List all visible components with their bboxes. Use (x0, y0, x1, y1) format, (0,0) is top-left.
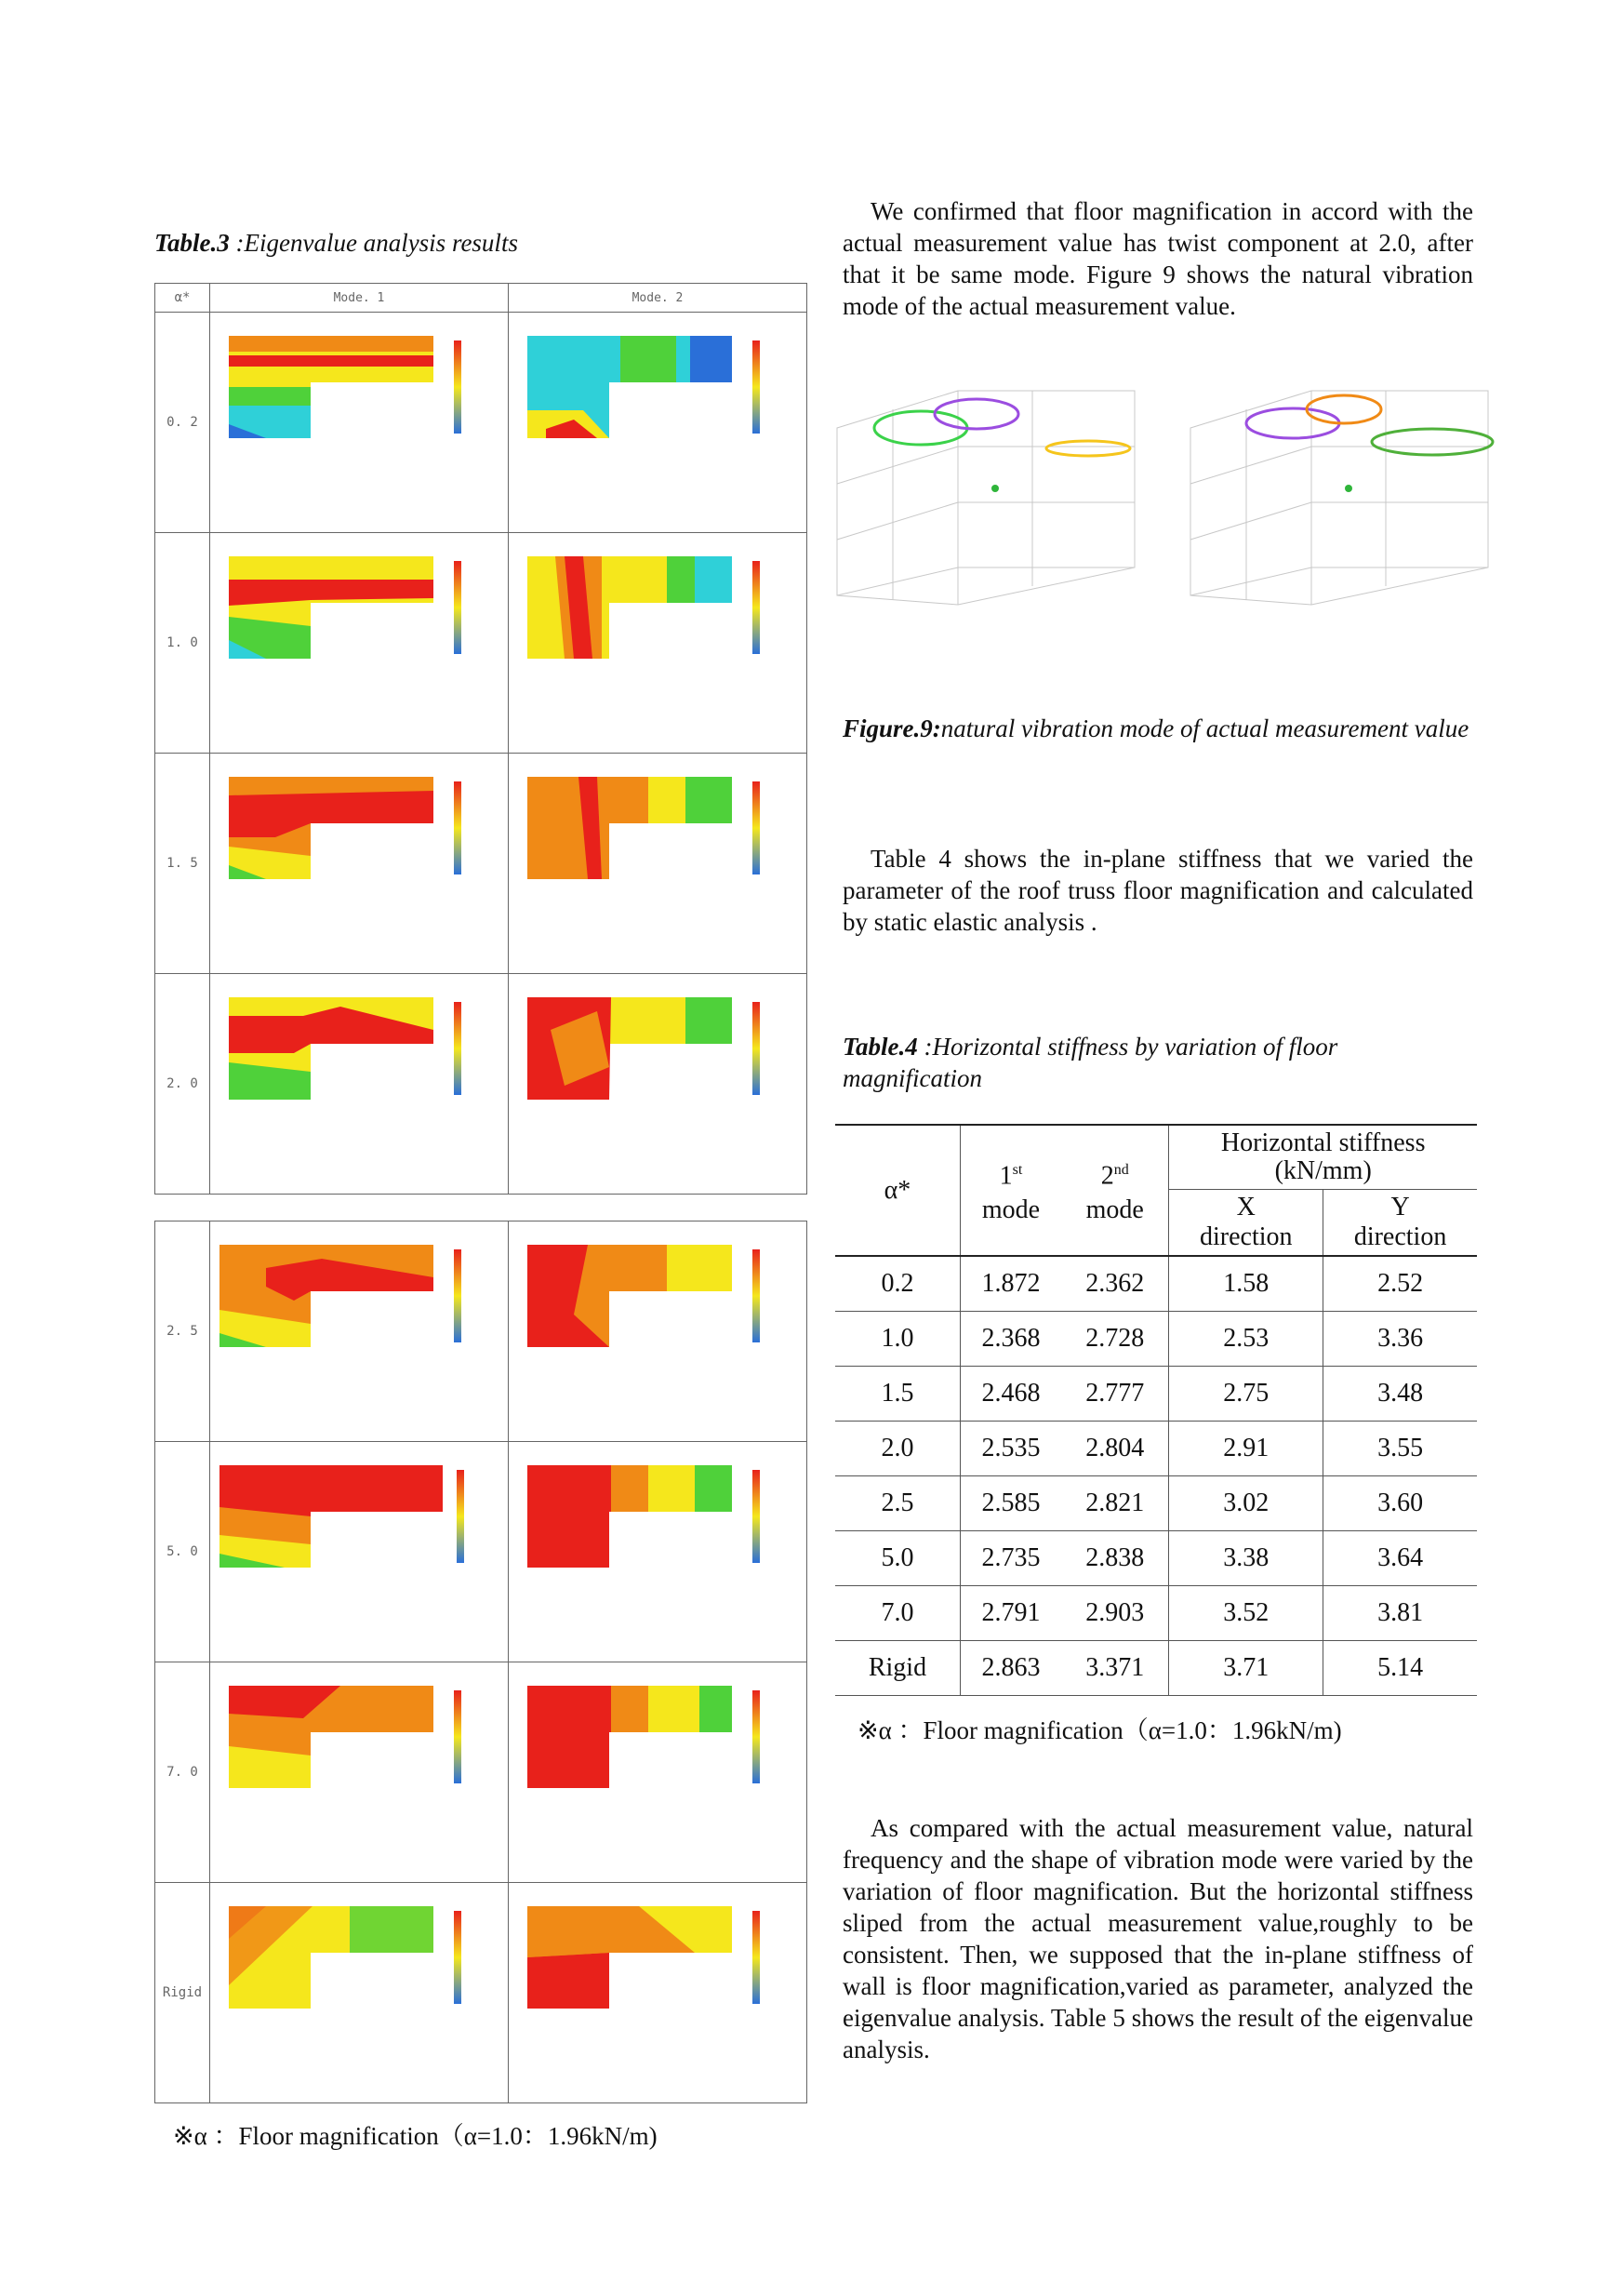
mode-shape-plot (210, 754, 509, 974)
mode-shape-plot (210, 1662, 509, 1883)
table-cell: 2.468 (960, 1367, 1061, 1422)
table3-top (154, 283, 807, 1195)
mode-shape-plot (509, 1221, 807, 1442)
paragraph-2-text: Table 4 shows the in-plane stiffness that we varied the parameter of the roof truss floor magnification and calculated by static elastic analysis . (843, 845, 1473, 936)
table-row (835, 1641, 1477, 1696)
table-cell: 2.903 (1061, 1586, 1169, 1641)
stiffness-unit: (kN/mm) (1274, 1156, 1372, 1185)
table-cell: 2.728 (1061, 1312, 1169, 1367)
table-cell: 3.02 (1169, 1476, 1323, 1531)
figure9-caption (843, 713, 1473, 744)
mode-shape-plot (509, 1442, 807, 1662)
table-cell: 3.48 (1323, 1367, 1477, 1422)
table3-header-mode1: Mode. 1 (210, 284, 509, 313)
y-label: Y (1390, 1193, 1410, 1221)
table4-header-stiffness (1169, 1125, 1477, 1190)
mode-shape-plot (210, 1883, 509, 2103)
table-row (835, 1586, 1477, 1641)
table-cell: 2.804 (1061, 1422, 1169, 1476)
table-cell: 2.838 (1061, 1531, 1169, 1586)
table4-caption (843, 1031, 1447, 1094)
table3-row-label: 7. 0 (155, 1662, 210, 1883)
table3-caption-label: Table.3 (154, 229, 230, 257)
paragraph-2 (843, 843, 1473, 938)
table-cell: 2.791 (960, 1586, 1061, 1641)
table-row (835, 1422, 1477, 1476)
table-cell: 2.368 (960, 1312, 1061, 1367)
table-cell: 3.55 (1323, 1422, 1477, 1476)
table3-row-label: Rigid (155, 1883, 210, 2103)
table4-header-y (1323, 1190, 1477, 1257)
mode-shape-plot (210, 313, 509, 533)
paragraph-3 (843, 1812, 1473, 2065)
table3-row-label: 5. 0 (155, 1442, 210, 1662)
table-cell: 2.362 (1061, 1256, 1169, 1312)
table-cell: 0.2 (835, 1256, 960, 1312)
table-row (835, 1312, 1477, 1367)
table-row (835, 1367, 1477, 1422)
table3-bottom (154, 1221, 807, 2103)
mode2-num: 2 (1100, 1161, 1114, 1191)
table4-header-mode2 (1061, 1125, 1169, 1256)
table4-caption-label: Table.4 (843, 1033, 918, 1061)
table3-row-label: 1. 0 (155, 533, 210, 754)
table-row (835, 1256, 1477, 1312)
table3-row-label: 2. 5 (155, 1221, 210, 1442)
table-cell: 2.863 (960, 1641, 1061, 1696)
mode1-sup: st (1012, 1162, 1023, 1179)
table3-row-label: 0. 2 (155, 313, 210, 533)
table-row (835, 1476, 1477, 1531)
table-cell: 2.585 (960, 1476, 1061, 1531)
table3-header-alpha: α* (155, 284, 210, 313)
mode2-word: mode (1085, 1195, 1144, 1224)
table4-caption-text: :Horizontal stiffness by variation of floor magnification (843, 1033, 1338, 1092)
mode1-num: 1 (999, 1161, 1013, 1191)
table3-caption (154, 227, 518, 259)
table-cell: 5.14 (1323, 1641, 1477, 1696)
mode-shape-plot (509, 1662, 807, 1883)
paragraph-1-text: We confirmed that floor magnification in accord with the actual measurement value has twist component at 2.0, after that it be same mode. Figure 9 shows the natural vibration mode of the actual measurement value. (843, 197, 1473, 320)
table-cell: 3.38 (1169, 1531, 1323, 1586)
table4-header-alpha: α* (835, 1125, 960, 1256)
table-cell: 2.821 (1061, 1476, 1169, 1531)
table-cell: 3.81 (1323, 1586, 1477, 1641)
mode-shape-plot (509, 1883, 807, 2103)
table3-row-label: 2. 0 (155, 974, 210, 1195)
paragraph-3-text: As compared with the actual measurement value, natural frequency and the shape of vibration mode were varied by the variation of floor magnification. But the horizontal stiffness sliped from the actual measurement value,roughly to be consistent. Then, we supposed that the in-plane stiffness of wall is floor magnification,varied as parameter, analyzed the eigenvalue analysis. Table 5 shows the result of the eigenvalue analysis. (843, 1814, 1473, 2063)
table-cell: 3.36 (1323, 1312, 1477, 1367)
mode-shape-plot (509, 974, 807, 1195)
stiffness-label: Horizontal stiffness (1220, 1128, 1426, 1157)
table3-row-label: 1. 5 (155, 754, 210, 974)
table-cell: 2.535 (960, 1422, 1061, 1476)
table4-note: ※α ：Floor magnification（α=1.0：1.96kN/m) (858, 1716, 1342, 1744)
table-cell: Rigid (835, 1641, 960, 1696)
x-direction: direction (1200, 1222, 1293, 1251)
figure9-caption-label: Figure.9: (843, 714, 941, 742)
table-cell: 3.371 (1061, 1641, 1169, 1696)
mode-shape-plot (210, 1221, 509, 1442)
table-cell: 7.0 (835, 1586, 960, 1641)
table-cell: 2.53 (1169, 1312, 1323, 1367)
table-cell: 5.0 (835, 1531, 960, 1586)
table-cell: 2.777 (1061, 1367, 1169, 1422)
table4 (835, 1124, 1477, 1696)
table-cell: 3.71 (1169, 1641, 1323, 1696)
table-cell: 3.64 (1323, 1531, 1477, 1586)
table-cell: 1.0 (835, 1312, 960, 1367)
table-row (835, 1531, 1477, 1586)
table-cell: 2.91 (1169, 1422, 1323, 1476)
mode-shape-plot (210, 1442, 509, 1662)
table-cell: 2.0 (835, 1422, 960, 1476)
mode-shape-plot (509, 313, 807, 533)
mode-shape-plot (509, 754, 807, 974)
table4-header-x (1169, 1190, 1323, 1257)
table-cell: 1.58 (1169, 1256, 1323, 1312)
mode1-word: mode (981, 1195, 1041, 1224)
paragraph-1 (843, 195, 1473, 322)
table3-note: ※α ：Floor magnification（α=1.0：1.96kN/m) (173, 2122, 658, 2150)
figure9-caption-text: natural vibration mode of actual measurement value (940, 714, 1469, 742)
table3-header-mode2: Mode. 2 (509, 284, 807, 313)
table-cell: 3.52 (1169, 1586, 1323, 1641)
mode-shape-plot (210, 533, 509, 754)
table-cell: 1.5 (835, 1367, 960, 1422)
table-cell: 3.60 (1323, 1476, 1477, 1531)
y-direction: direction (1353, 1222, 1447, 1251)
table-cell: 2.735 (960, 1531, 1061, 1586)
table-cell: 2.75 (1169, 1367, 1323, 1422)
mode-shape-plot (210, 974, 509, 1195)
x-label: X (1236, 1193, 1256, 1221)
table-cell: 1.872 (960, 1256, 1061, 1312)
table3-caption-text: :Eigenvalue analysis results (229, 229, 518, 257)
figure9-graphic (818, 381, 1525, 661)
table-cell: 2.5 (835, 1476, 960, 1531)
mode2-sup: nd (1113, 1162, 1129, 1179)
table-cell: 2.52 (1323, 1256, 1477, 1312)
table4-header-mode1 (960, 1125, 1061, 1256)
mode-shape-plot (509, 533, 807, 754)
